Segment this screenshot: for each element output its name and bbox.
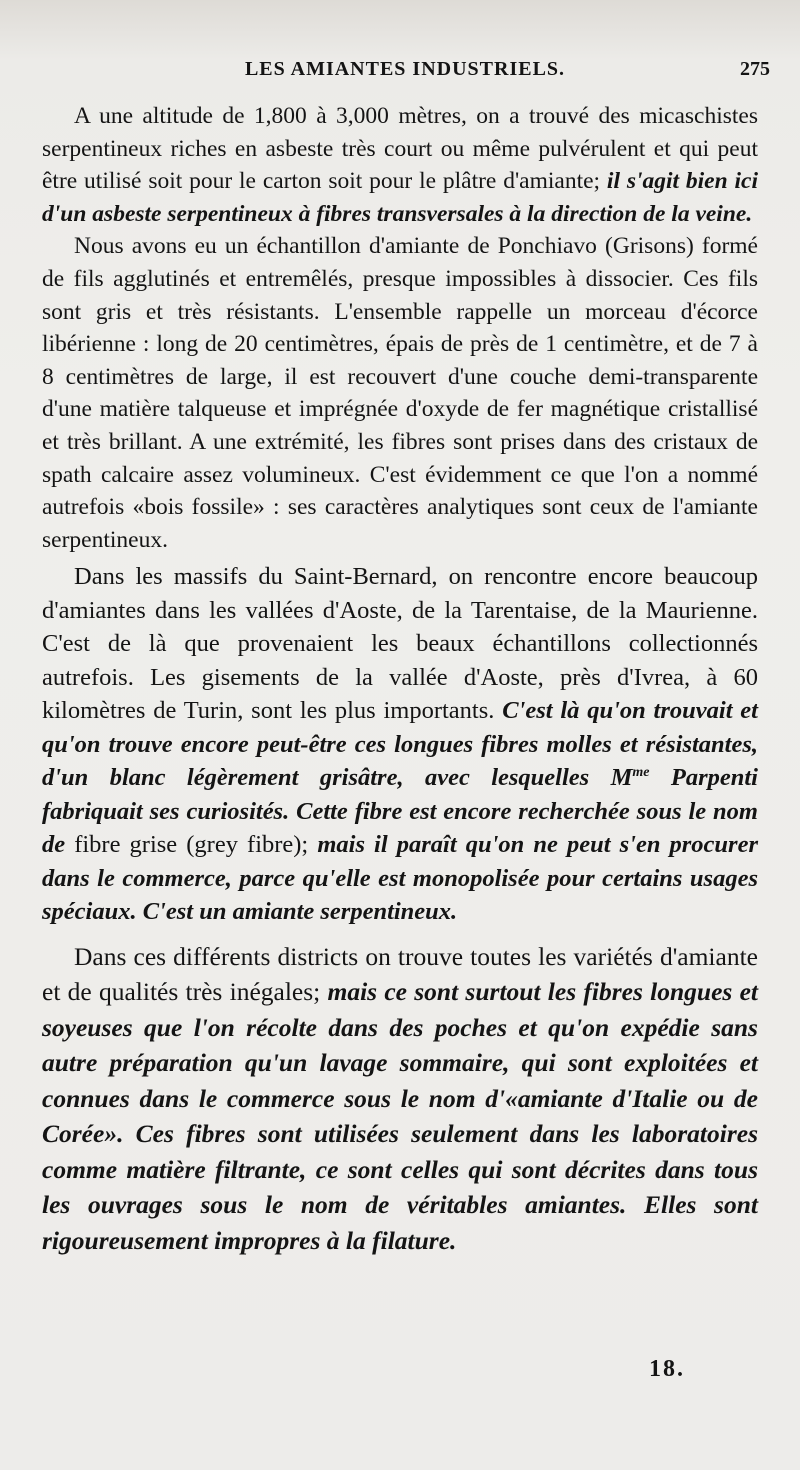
paragraph-3-italic-1: C'est là qu'on trouvait et qu'on trouve encore peut-être ces longues fibres molles et résistantes, d'un blanc légèrement grisâtre, avec lesquelles M: [42, 697, 758, 792]
paragraph-3-italic-3: mais il paraît qu'on ne peut s'en procurer dans le commerce, parce qu'elle est monopolisée pour certains usages spéciaux. C'est un amiante serpentineux.: [42, 831, 759, 926]
paragraph-3-italic-2: Parpenti fabriquait ses curiosités. Cette fibre est encore recherchée sous le nom de: [42, 764, 758, 859]
paragraph-1-italic: il s'agit bien ici d'un asbeste serpentineux à fibres transversales à la direction de la veine.: [42, 168, 758, 227]
paragraph-4-italic: mais ce sont surtout les fibres longues et soyeuses que l'on récolte dans des poches et qu'on expédie sans autre préparation qu'un lavage sommaire, qui sont exploitées et connues dans le commerce sous le nom d'«amiante d'Italie ou de Corée». Ces fibres sont utilisées seulement dans les laboratoires comme matière filtrante, ce sont celles qui sont décrites dans tous les ouvrages sous le nom de véritables amiantes. Elles sont rigoureusement impropres à la filature.: [42, 977, 758, 1255]
paragraph-4: [42, 939, 758, 1259]
page-number: 275: [740, 58, 770, 80]
paragraph-4-text: Dans ces différents districts on trouve toutes les variétés d'amiante et de qualités très inégales;: [42, 941, 758, 1007]
page-header: [40, 58, 770, 94]
paragraph-3: [42, 560, 758, 929]
paragraph-3-text: Dans les massifs du Saint-Bernard, on rencontre encore beaucoup d'amiantes dans les vallées d'Aoste, de la Tarentaise, de la Maurienne. C'est de là que provenaient les beaux échantillons collectionnés autrefois. Les gisements de la vallée d'Aoste, près d'Ivrea, à 60 kilomètres de Turin, sont les plus importants.: [42, 563, 758, 725]
paragraph-3-superscript: me: [632, 765, 650, 781]
paragraph-3-roman: fibre grise (grey fibre);: [74, 831, 309, 859]
paragraph-2: Nous avons eu un échantillon d'amiante de Ponchiavo (Grisons) formé de fils agglutinés et entremêlés, presque impossibles à dissocier. Ces fils sont gris et très résistants. L'ensemble rappelle un morceau d'écorce libérienne : long de 20 centimètres, épais de près de 1 centimètre, et de 7 à 8 centimètres de large, il est recouvert d'une couche demi-transparente d'une matière talqueuse et imprégnée d'oxyde de fer magnétique cristallisé et très brillant. A une extrémité, les fibres sont prises dans des cristaux de spath calcaire assez volumineux. C'est évidemment ce que l'on a nommé autrefois «bois fossile» : ses caractères analytiques sont ceux de l'amiante serpentineux.: [42, 233, 758, 553]
signature-mark: 18.: [649, 1356, 685, 1382]
running-title: LES AMIANTES INDUSTRIELS.: [244, 58, 566, 80]
paragraph-1-text: A une altitude de 1,800 à 3,000 mètres, on a trouvé des micaschistes serpentineux riches en asbeste très court ou même pulvérulent et qui peut être utilisé soit pour le carton soit pour le plâtre d'amiante;: [42, 103, 758, 195]
page-body: [42, 100, 758, 1258]
paragraph-1: [42, 100, 758, 230]
